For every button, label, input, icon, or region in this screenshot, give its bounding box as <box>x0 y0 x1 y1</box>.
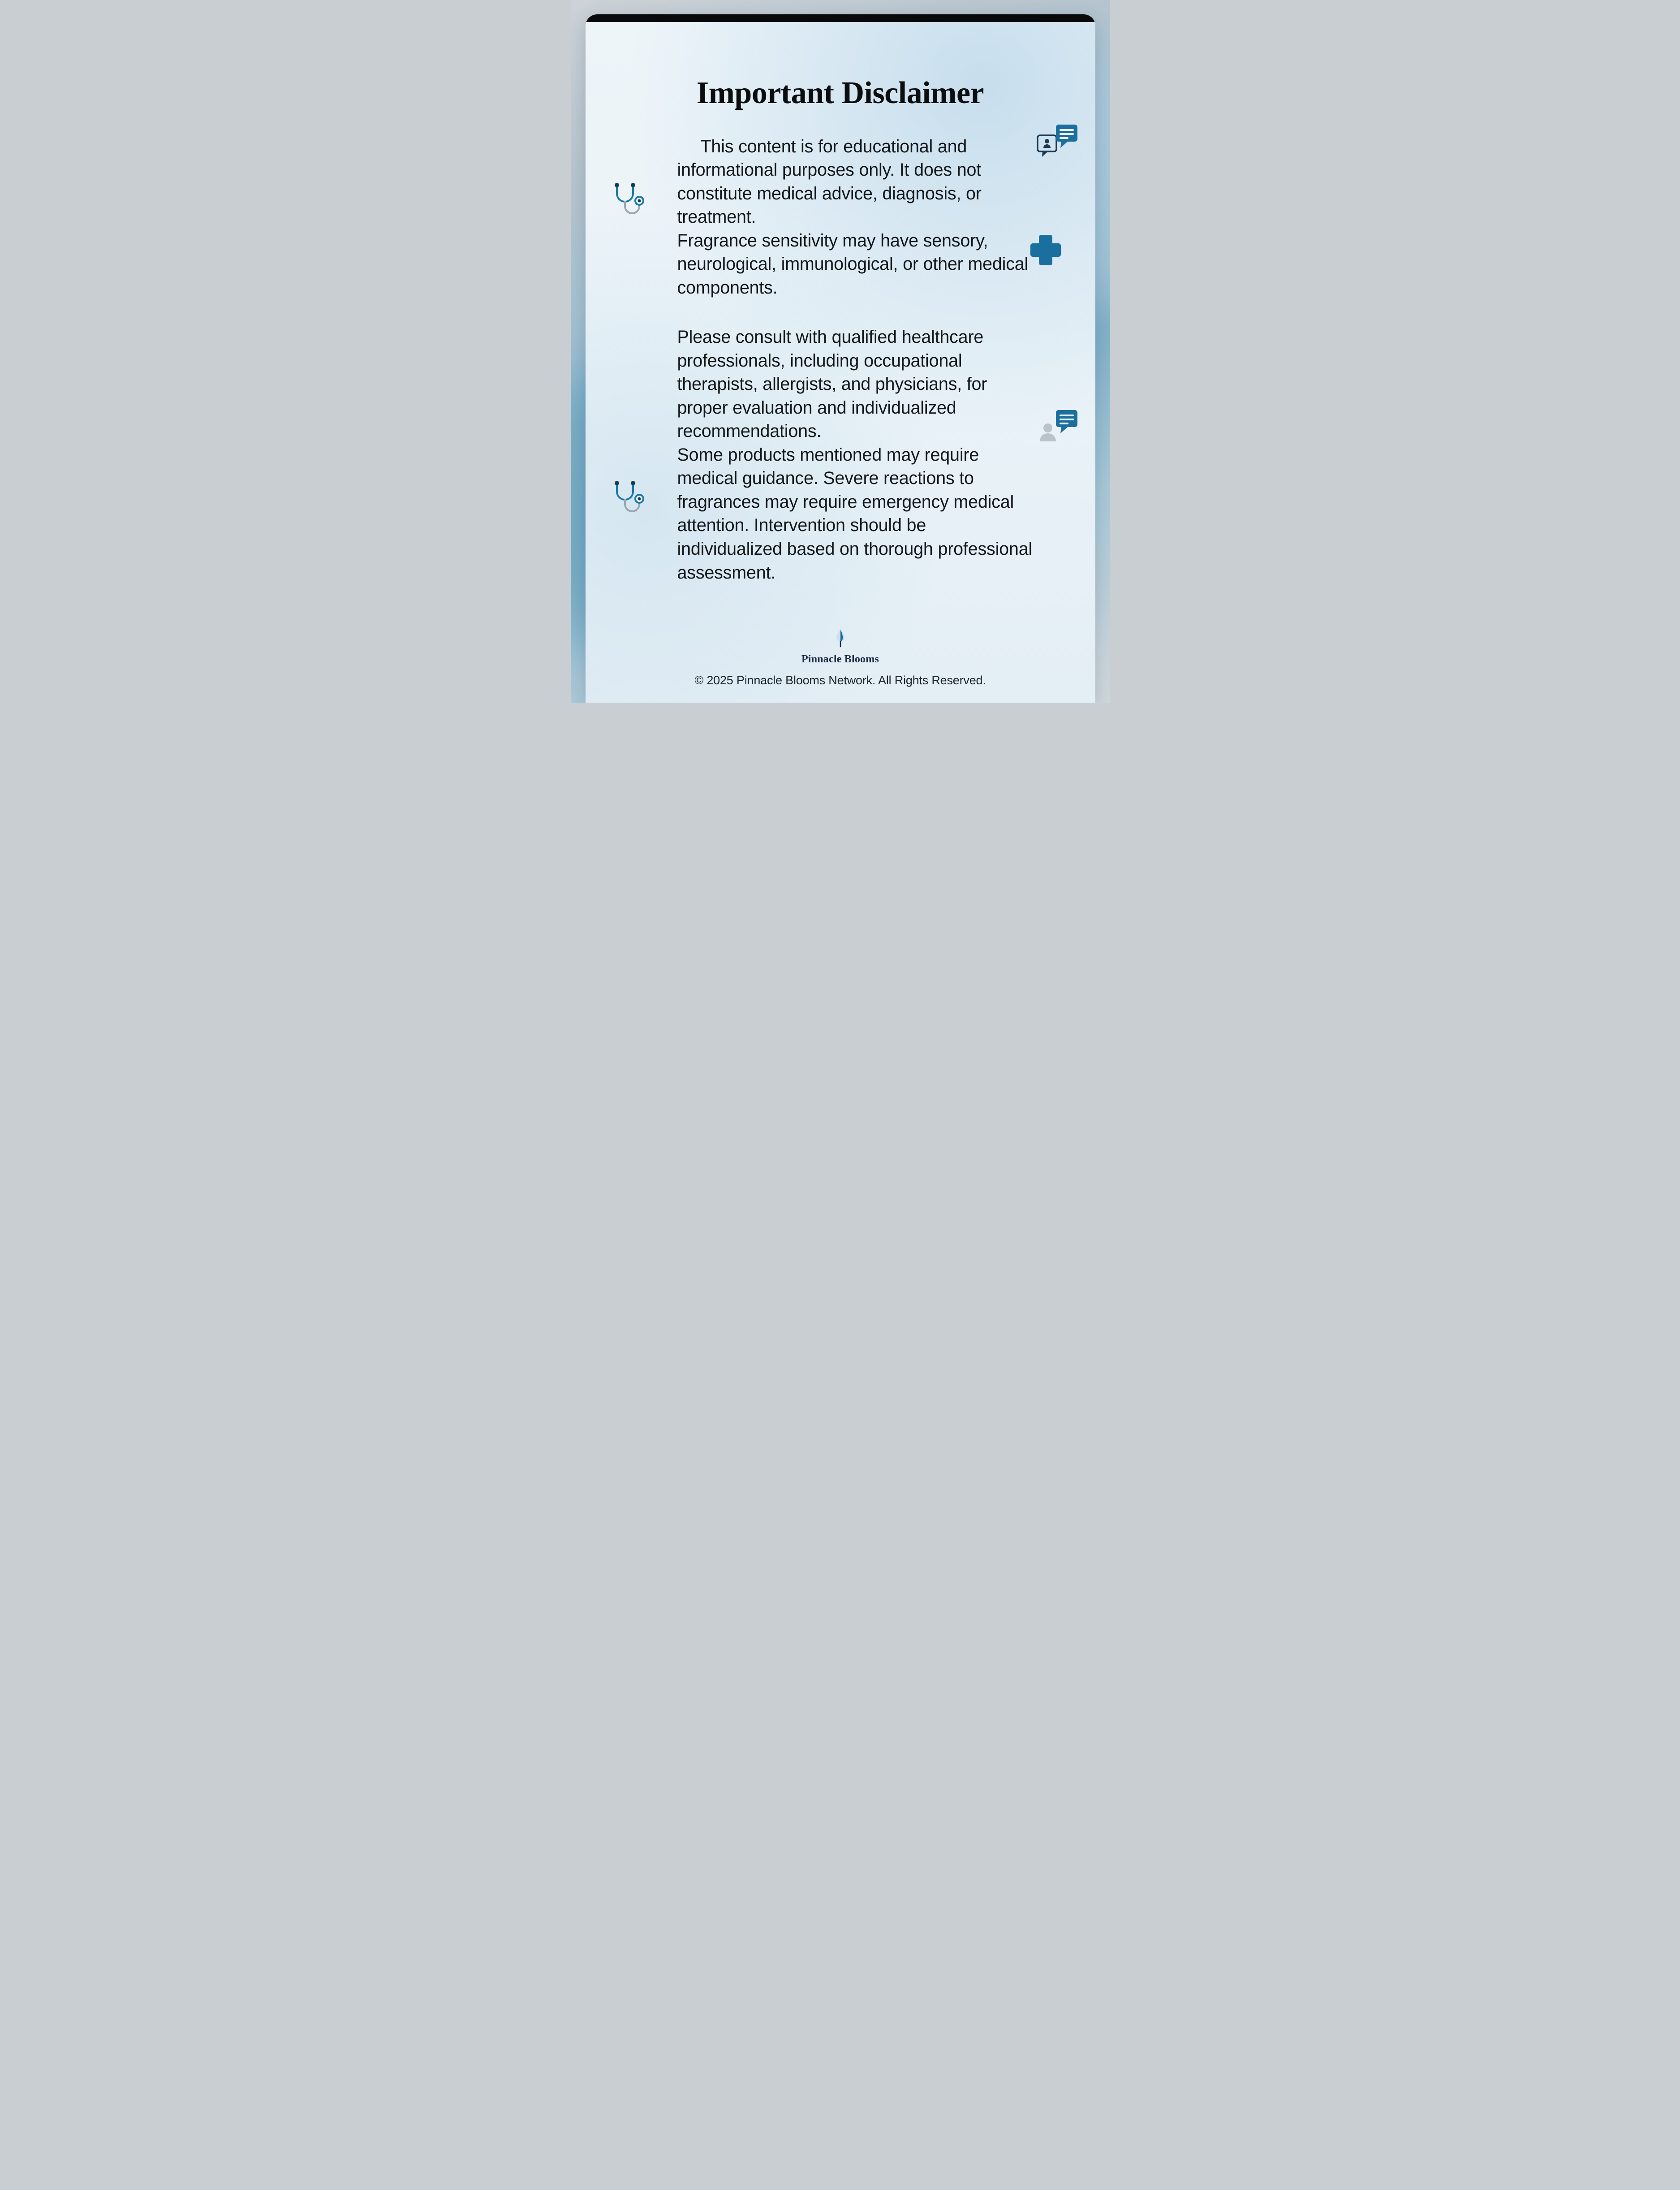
page-title: Important Disclaimer <box>696 76 984 110</box>
poster-page <box>571 0 1110 703</box>
medical-cross-icon <box>1028 233 1063 270</box>
card-content <box>586 22 1095 703</box>
card-top-bar <box>586 14 1095 22</box>
brand-name: Pinnacle Blooms <box>801 653 879 665</box>
disclaimer-card <box>586 14 1095 703</box>
disclaimer-body <box>617 135 1064 585</box>
copyright-text: © 2025 Pinnacle Blooms Network. All Rights Reserved. <box>694 674 986 687</box>
paragraph-2: Fragrance sensitivity may have sensory, neurological, immunological, or other medical components. <box>677 230 1029 298</box>
chat-person-icon <box>1036 408 1079 449</box>
paragraph-3: Please consult with qualified healthcare professionals, including occupational therapists, allergists, and physicians, for proper evaluation and individualized recommendations. <box>677 327 987 441</box>
paragraph-1: This content is for educational and informational purposes only. It does not constitute medical advice, diagnosis, or treatment. <box>677 136 982 227</box>
chat-person-icon <box>1036 123 1079 164</box>
leaf-logo-icon <box>586 628 1095 651</box>
paragraph-4: Some products mentioned may require medical guidance. Severe reactions to fragrances may require emergency medical attention. Intervention should be individualized based on thorough professional assessment. <box>677 445 1033 583</box>
footer <box>586 628 1095 687</box>
stethoscope-icon <box>609 479 647 520</box>
stethoscope-icon <box>609 181 647 222</box>
